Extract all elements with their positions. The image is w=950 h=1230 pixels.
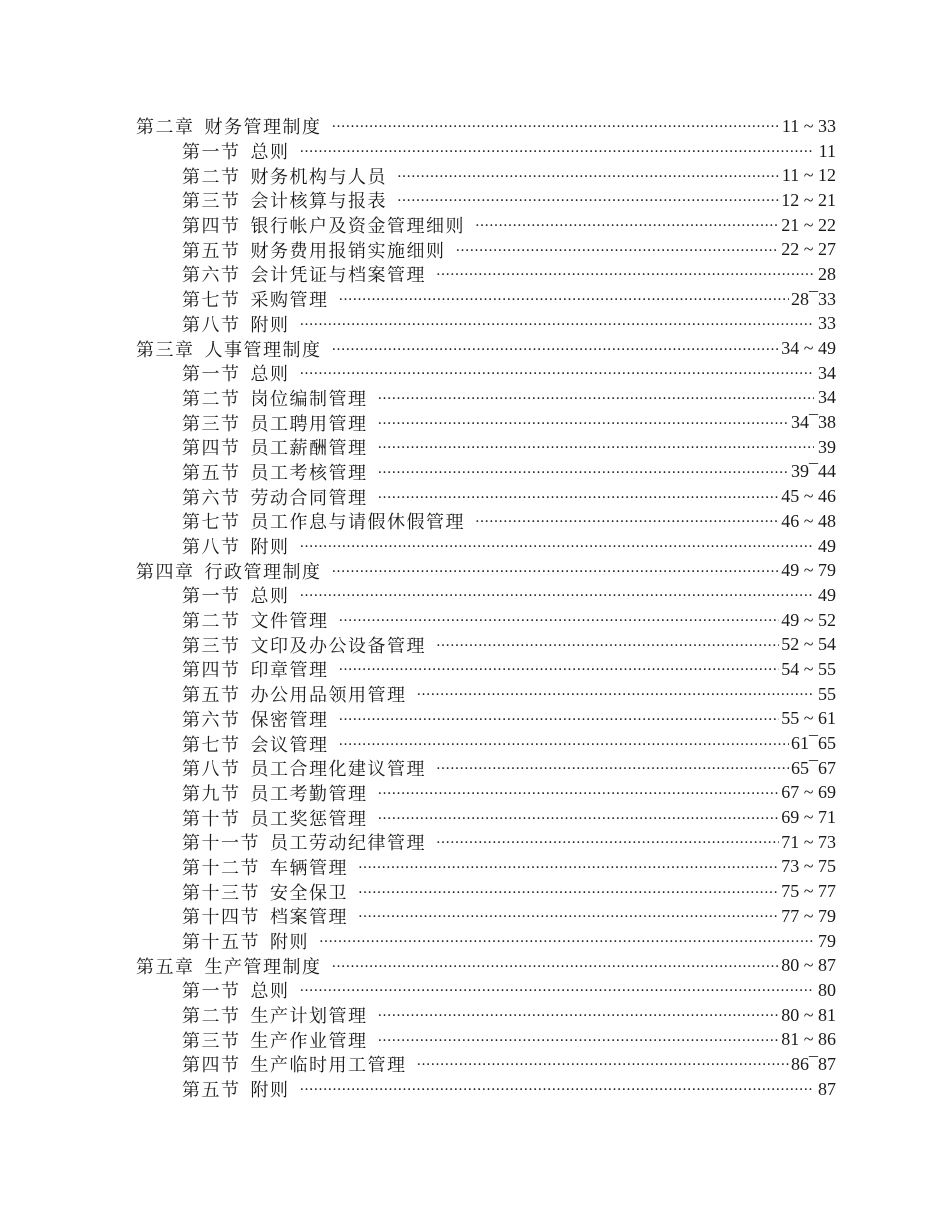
toc-entry-title <box>182 682 417 707</box>
dot-leader <box>436 759 789 777</box>
toc-entry-title <box>182 163 397 188</box>
toc-section-entry[interactable] <box>136 386 836 411</box>
toc-page-number: 80 <box>814 980 836 1001</box>
dot-leader <box>300 586 815 604</box>
dot-leader <box>339 660 780 678</box>
toc-page-number: 75 ~ 77 <box>781 881 836 902</box>
toc-entry-name: 档案管理 <box>270 907 348 929</box>
toc-entry-name: 文印及办公设备管理 <box>250 635 426 657</box>
toc-chapter-entry[interactable] <box>136 558 836 583</box>
toc-entry-title <box>182 731 339 756</box>
toc-page-number: 34 <box>814 363 836 384</box>
dot-leader <box>397 191 779 209</box>
toc-entry-title <box>182 386 378 411</box>
toc-page-number: 46 ~ 48 <box>781 510 836 531</box>
toc-entry-label: 第十三节 <box>182 882 260 904</box>
toc-entry-name: 总则 <box>250 142 290 164</box>
toc-entry-label: 第一节 <box>182 364 241 386</box>
toc-page-number: 80 ~ 87 <box>781 955 836 976</box>
toc-entry-title <box>182 1027 378 1052</box>
toc-entry-label: 第四节 <box>182 216 241 238</box>
toc-entry-label: 第十五节 <box>182 932 260 954</box>
toc-entry-name: 财务机构与人员 <box>250 166 387 188</box>
toc-page-number: 11 <box>814 141 836 162</box>
toc-page-number: 39¯44 <box>791 461 836 482</box>
toc-entry-title <box>136 558 332 583</box>
toc-entry-name: 劳动合同管理 <box>250 487 368 509</box>
toc-entry-title <box>182 879 358 904</box>
toc-section-entry[interactable] <box>136 1003 836 1028</box>
dot-leader <box>332 340 780 358</box>
toc-entry-label: 第七节 <box>182 734 241 756</box>
toc-section-entry[interactable] <box>136 262 836 287</box>
toc-section-entry[interactable] <box>136 361 836 386</box>
toc-page-number: 69 ~ 71 <box>781 807 836 828</box>
toc-section-entry[interactable] <box>136 213 836 238</box>
toc-page-number: 34¯38 <box>791 412 836 433</box>
table-of-contents <box>136 114 836 1102</box>
toc-entry-name: 车辆管理 <box>270 857 348 879</box>
toc-entry-name: 员工奖惩管理 <box>250 808 368 830</box>
toc-entry-name: 员工合理化建议管理 <box>250 759 426 781</box>
toc-entry-title <box>182 534 300 559</box>
toc-entry-title <box>182 583 300 608</box>
toc-entry-title <box>182 1077 300 1102</box>
toc-entry-name: 财务管理制度 <box>204 117 322 139</box>
toc-entry-label: 第四节 <box>182 438 241 460</box>
toc-entry-label: 第五节 <box>182 240 241 262</box>
toc-entry-name: 生产作业管理 <box>250 1030 368 1052</box>
toc-page-number: 34 ~ 49 <box>781 338 836 359</box>
toc-section-entry[interactable] <box>136 707 836 732</box>
toc-entry-label: 第一节 <box>182 142 241 164</box>
toc-entry-label: 第八节 <box>182 537 241 559</box>
toc-page-number: 49 <box>814 585 836 606</box>
toc-page-number: 67 ~ 69 <box>781 782 836 803</box>
toc-entry-title <box>182 904 358 929</box>
toc-entry-name: 附则 <box>250 1080 290 1102</box>
toc-entry-title <box>182 1003 378 1028</box>
toc-entry-label: 第一节 <box>182 586 241 608</box>
toc-entry-name: 员工作息与请假休假管理 <box>250 512 465 534</box>
toc-section-entry[interactable] <box>136 731 836 756</box>
toc-entry-title <box>182 707 339 732</box>
toc-entry-label: 第九节 <box>182 783 241 805</box>
toc-page-number: 73 ~ 75 <box>781 856 836 877</box>
dot-leader <box>417 685 815 703</box>
toc-section-entry[interactable] <box>136 608 836 633</box>
toc-section-entry[interactable] <box>136 237 836 262</box>
toc-section-entry[interactable] <box>136 1077 836 1102</box>
toc-section-entry[interactable] <box>136 188 836 213</box>
toc-section-entry[interactable] <box>136 830 836 855</box>
toc-section-entry[interactable] <box>136 781 836 806</box>
toc-entry-title <box>136 336 332 361</box>
toc-entry-name: 生产计划管理 <box>250 1006 368 1028</box>
toc-section-entry[interactable] <box>136 460 836 485</box>
toc-entry-name: 员工劳动纪律管理 <box>270 833 426 855</box>
toc-entry-name: 生产管理制度 <box>204 956 322 978</box>
dot-leader <box>378 488 780 506</box>
toc-page-number: 33 <box>814 313 836 334</box>
toc-entry-name: 会计核算与报表 <box>250 191 387 213</box>
toc-entry-name: 员工考勤管理 <box>250 783 368 805</box>
toc-entry-name: 办公用品领用管理 <box>250 685 407 707</box>
toc-entry-name: 行政管理制度 <box>204 561 322 583</box>
toc-section-entry[interactable] <box>136 312 836 337</box>
toc-entry-label: 第三节 <box>182 413 241 435</box>
dot-leader <box>378 1031 780 1049</box>
toc-entry-label: 第五节 <box>182 1080 241 1102</box>
toc-page-number: 49 ~ 79 <box>781 560 836 581</box>
toc-entry-title <box>182 484 378 509</box>
toc-entry-title <box>182 830 436 855</box>
dot-leader <box>378 809 780 827</box>
toc-entry-title <box>182 361 300 386</box>
dot-leader <box>358 858 779 876</box>
toc-entry-name: 采购管理 <box>250 290 329 312</box>
toc-entry-label: 第二节 <box>182 611 241 633</box>
toc-entry-title <box>182 657 339 682</box>
toc-section-entry[interactable] <box>136 632 836 657</box>
toc-page-number: 81 ~ 86 <box>781 1029 836 1050</box>
toc-page-number: 71 ~ 73 <box>781 831 836 852</box>
toc-section-entry[interactable] <box>136 1052 836 1077</box>
toc-entry-name: 会计凭证与档案管理 <box>250 265 426 287</box>
toc-section-entry[interactable] <box>136 682 836 707</box>
toc-entry-label: 第四节 <box>182 1055 241 1077</box>
toc-entry-label: 第三节 <box>182 1030 241 1052</box>
toc-page-number: 49 ~ 52 <box>781 609 836 630</box>
dot-leader <box>378 389 815 407</box>
toc-section-entry[interactable] <box>136 410 836 435</box>
toc-section-entry[interactable] <box>136 929 836 954</box>
dot-leader <box>319 932 814 950</box>
dot-leader <box>378 1006 780 1024</box>
toc-page-number: 11 ~ 12 <box>781 165 836 186</box>
dot-leader <box>358 883 779 901</box>
dot-leader <box>332 562 780 580</box>
dot-leader <box>339 710 780 728</box>
dot-leader <box>436 636 779 654</box>
toc-entry-label: 第七节 <box>182 512 241 534</box>
toc-page-number: 11 ~ 33 <box>781 115 836 136</box>
toc-entry-label: 第一节 <box>182 981 241 1003</box>
toc-entry-label: 第十一节 <box>182 833 260 855</box>
dot-leader <box>358 907 779 925</box>
toc-entry-title <box>182 608 339 633</box>
toc-entry-label: 第三节 <box>182 191 241 213</box>
toc-entry-label: 第六节 <box>182 709 241 731</box>
toc-entry-title <box>182 237 456 262</box>
toc-entry-label: 第八节 <box>182 759 241 781</box>
dot-leader <box>332 957 780 975</box>
toc-entry-label: 第五节 <box>182 685 241 707</box>
toc-entry-title <box>182 756 436 781</box>
toc-entry-title <box>182 287 339 312</box>
toc-page-number: 34 <box>814 387 836 408</box>
toc-page-number: 28¯33 <box>791 288 836 309</box>
toc-page-number: 55 ~ 61 <box>781 708 836 729</box>
dot-leader <box>378 414 790 432</box>
toc-entry-name: 人事管理制度 <box>204 339 322 361</box>
toc-entry-label: 第二节 <box>182 1006 241 1028</box>
toc-entry-label: 第三章 <box>136 339 195 361</box>
toc-entry-name: 附则 <box>250 314 290 336</box>
toc-entry-name: 总则 <box>250 981 290 1003</box>
dot-leader <box>397 167 780 185</box>
toc-page-number: 87 <box>814 1079 836 1100</box>
toc-entry-label: 第八节 <box>182 314 241 336</box>
dot-leader <box>436 833 779 851</box>
toc-page-number: 12 ~ 21 <box>781 189 836 210</box>
toc-section-entry[interactable] <box>136 163 836 188</box>
dot-leader <box>378 784 780 802</box>
toc-page-number: 80 ~ 81 <box>781 1004 836 1025</box>
dot-leader <box>332 117 780 135</box>
dot-leader <box>300 537 815 555</box>
toc-entry-name: 员工薪酬管理 <box>250 438 368 460</box>
dot-leader <box>456 241 780 259</box>
toc-section-entry[interactable] <box>136 805 836 830</box>
toc-section-entry[interactable] <box>136 509 836 534</box>
toc-entry-title <box>182 188 397 213</box>
toc-page-number: 65¯67 <box>791 757 836 778</box>
toc-section-entry[interactable] <box>136 435 836 460</box>
dot-leader <box>339 735 790 753</box>
toc-entry-title <box>182 1052 417 1077</box>
toc-page-number: 86¯87 <box>791 1053 836 1074</box>
toc-entry-label: 第二章 <box>136 117 195 139</box>
toc-entry-title <box>182 435 378 460</box>
toc-entry-title <box>182 978 300 1003</box>
toc-entry-title <box>182 805 378 830</box>
toc-section-entry[interactable] <box>136 484 836 509</box>
toc-entry-name: 印章管理 <box>250 660 329 682</box>
toc-chapter-entry[interactable] <box>136 336 836 361</box>
dot-leader <box>378 463 790 481</box>
toc-entry-label: 第二节 <box>182 166 241 188</box>
dot-leader <box>300 364 815 382</box>
toc-entry-title <box>182 410 378 435</box>
toc-entry-title <box>182 213 475 238</box>
toc-page-number: 22 ~ 27 <box>781 239 836 260</box>
toc-chapter-entry[interactable] <box>136 114 836 139</box>
toc-page-number: 21 ~ 22 <box>781 214 836 235</box>
dot-leader <box>300 981 815 999</box>
toc-section-entry[interactable] <box>136 904 836 929</box>
toc-entry-name: 安全保卫 <box>270 882 348 904</box>
dot-leader <box>300 315 815 333</box>
toc-page-number: 28 <box>814 264 836 285</box>
dot-leader <box>475 216 779 234</box>
toc-section-entry[interactable] <box>136 139 836 164</box>
toc-entry-name: 生产临时用工管理 <box>250 1055 407 1077</box>
toc-page-number: 52 ~ 54 <box>781 634 836 655</box>
toc-entry-title <box>182 632 436 657</box>
toc-section-entry[interactable] <box>136 583 836 608</box>
toc-page-number: 77 ~ 79 <box>781 905 836 926</box>
toc-section-entry[interactable] <box>136 978 836 1003</box>
toc-entry-title <box>136 953 332 978</box>
toc-entry-name: 岗位编制管理 <box>250 388 368 410</box>
dot-leader <box>300 1080 815 1098</box>
dot-leader <box>475 512 779 530</box>
toc-entry-name: 附则 <box>250 537 290 559</box>
toc-entry-label: 第七节 <box>182 290 241 312</box>
toc-entry-label: 第四节 <box>182 660 241 682</box>
toc-entry-name: 总则 <box>250 586 290 608</box>
toc-page-number: 45 ~ 46 <box>781 486 836 507</box>
toc-section-entry[interactable] <box>136 1027 836 1052</box>
toc-entry-title <box>182 855 358 880</box>
toc-entry-title <box>182 312 300 337</box>
toc-section-entry[interactable] <box>136 855 836 880</box>
toc-entry-label: 第十二节 <box>182 857 260 879</box>
toc-entry-label: 第六节 <box>182 487 241 509</box>
toc-chapter-entry[interactable] <box>136 953 836 978</box>
dot-leader <box>300 142 815 160</box>
toc-entry-title <box>182 460 378 485</box>
toc-entry-name: 文件管理 <box>250 611 329 633</box>
toc-section-entry[interactable] <box>136 534 836 559</box>
toc-page-number: 54 ~ 55 <box>781 658 836 679</box>
toc-entry-name: 会议管理 <box>250 734 329 756</box>
dot-leader <box>436 265 814 283</box>
toc-entry-label: 第五节 <box>182 462 241 484</box>
toc-entry-label: 第十节 <box>182 808 241 830</box>
toc-entry-label: 第四章 <box>136 561 195 583</box>
toc-entry-name: 总则 <box>250 364 290 386</box>
toc-entry-name: 财务费用报销实施细则 <box>250 240 446 262</box>
toc-section-entry[interactable] <box>136 756 836 781</box>
toc-section-entry[interactable] <box>136 287 836 312</box>
toc-entry-name: 附则 <box>270 932 309 954</box>
dot-leader <box>339 290 790 308</box>
toc-entry-name: 员工考核管理 <box>250 462 368 484</box>
toc-entry-title <box>182 262 436 287</box>
toc-page-number: 61¯65 <box>791 733 836 754</box>
toc-entry-label: 第五章 <box>136 956 195 978</box>
toc-entry-title <box>182 509 475 534</box>
dot-leader <box>378 438 815 456</box>
toc-page-number: 79 <box>814 931 836 952</box>
toc-entry-name: 银行帐户及资金管理细则 <box>250 216 465 238</box>
dot-leader <box>417 1055 790 1073</box>
toc-entry-name: 保密管理 <box>250 709 329 731</box>
toc-entry-label: 第三节 <box>182 635 241 657</box>
toc-entry-label: 第二节 <box>182 388 241 410</box>
toc-entry-name: 员工聘用管理 <box>250 413 368 435</box>
toc-entry-label: 第十四节 <box>182 907 260 929</box>
toc-entry-title <box>182 139 300 164</box>
toc-entry-title <box>136 114 332 139</box>
toc-entry-title <box>182 929 319 954</box>
toc-page-number: 49 <box>814 536 836 557</box>
toc-entry-label: 第六节 <box>182 265 241 287</box>
toc-page-number: 39 <box>814 437 836 458</box>
toc-entry-title <box>182 781 378 806</box>
toc-section-entry[interactable] <box>136 879 836 904</box>
toc-section-entry[interactable] <box>136 657 836 682</box>
toc-page-number: 55 <box>814 684 836 705</box>
dot-leader <box>339 611 780 629</box>
